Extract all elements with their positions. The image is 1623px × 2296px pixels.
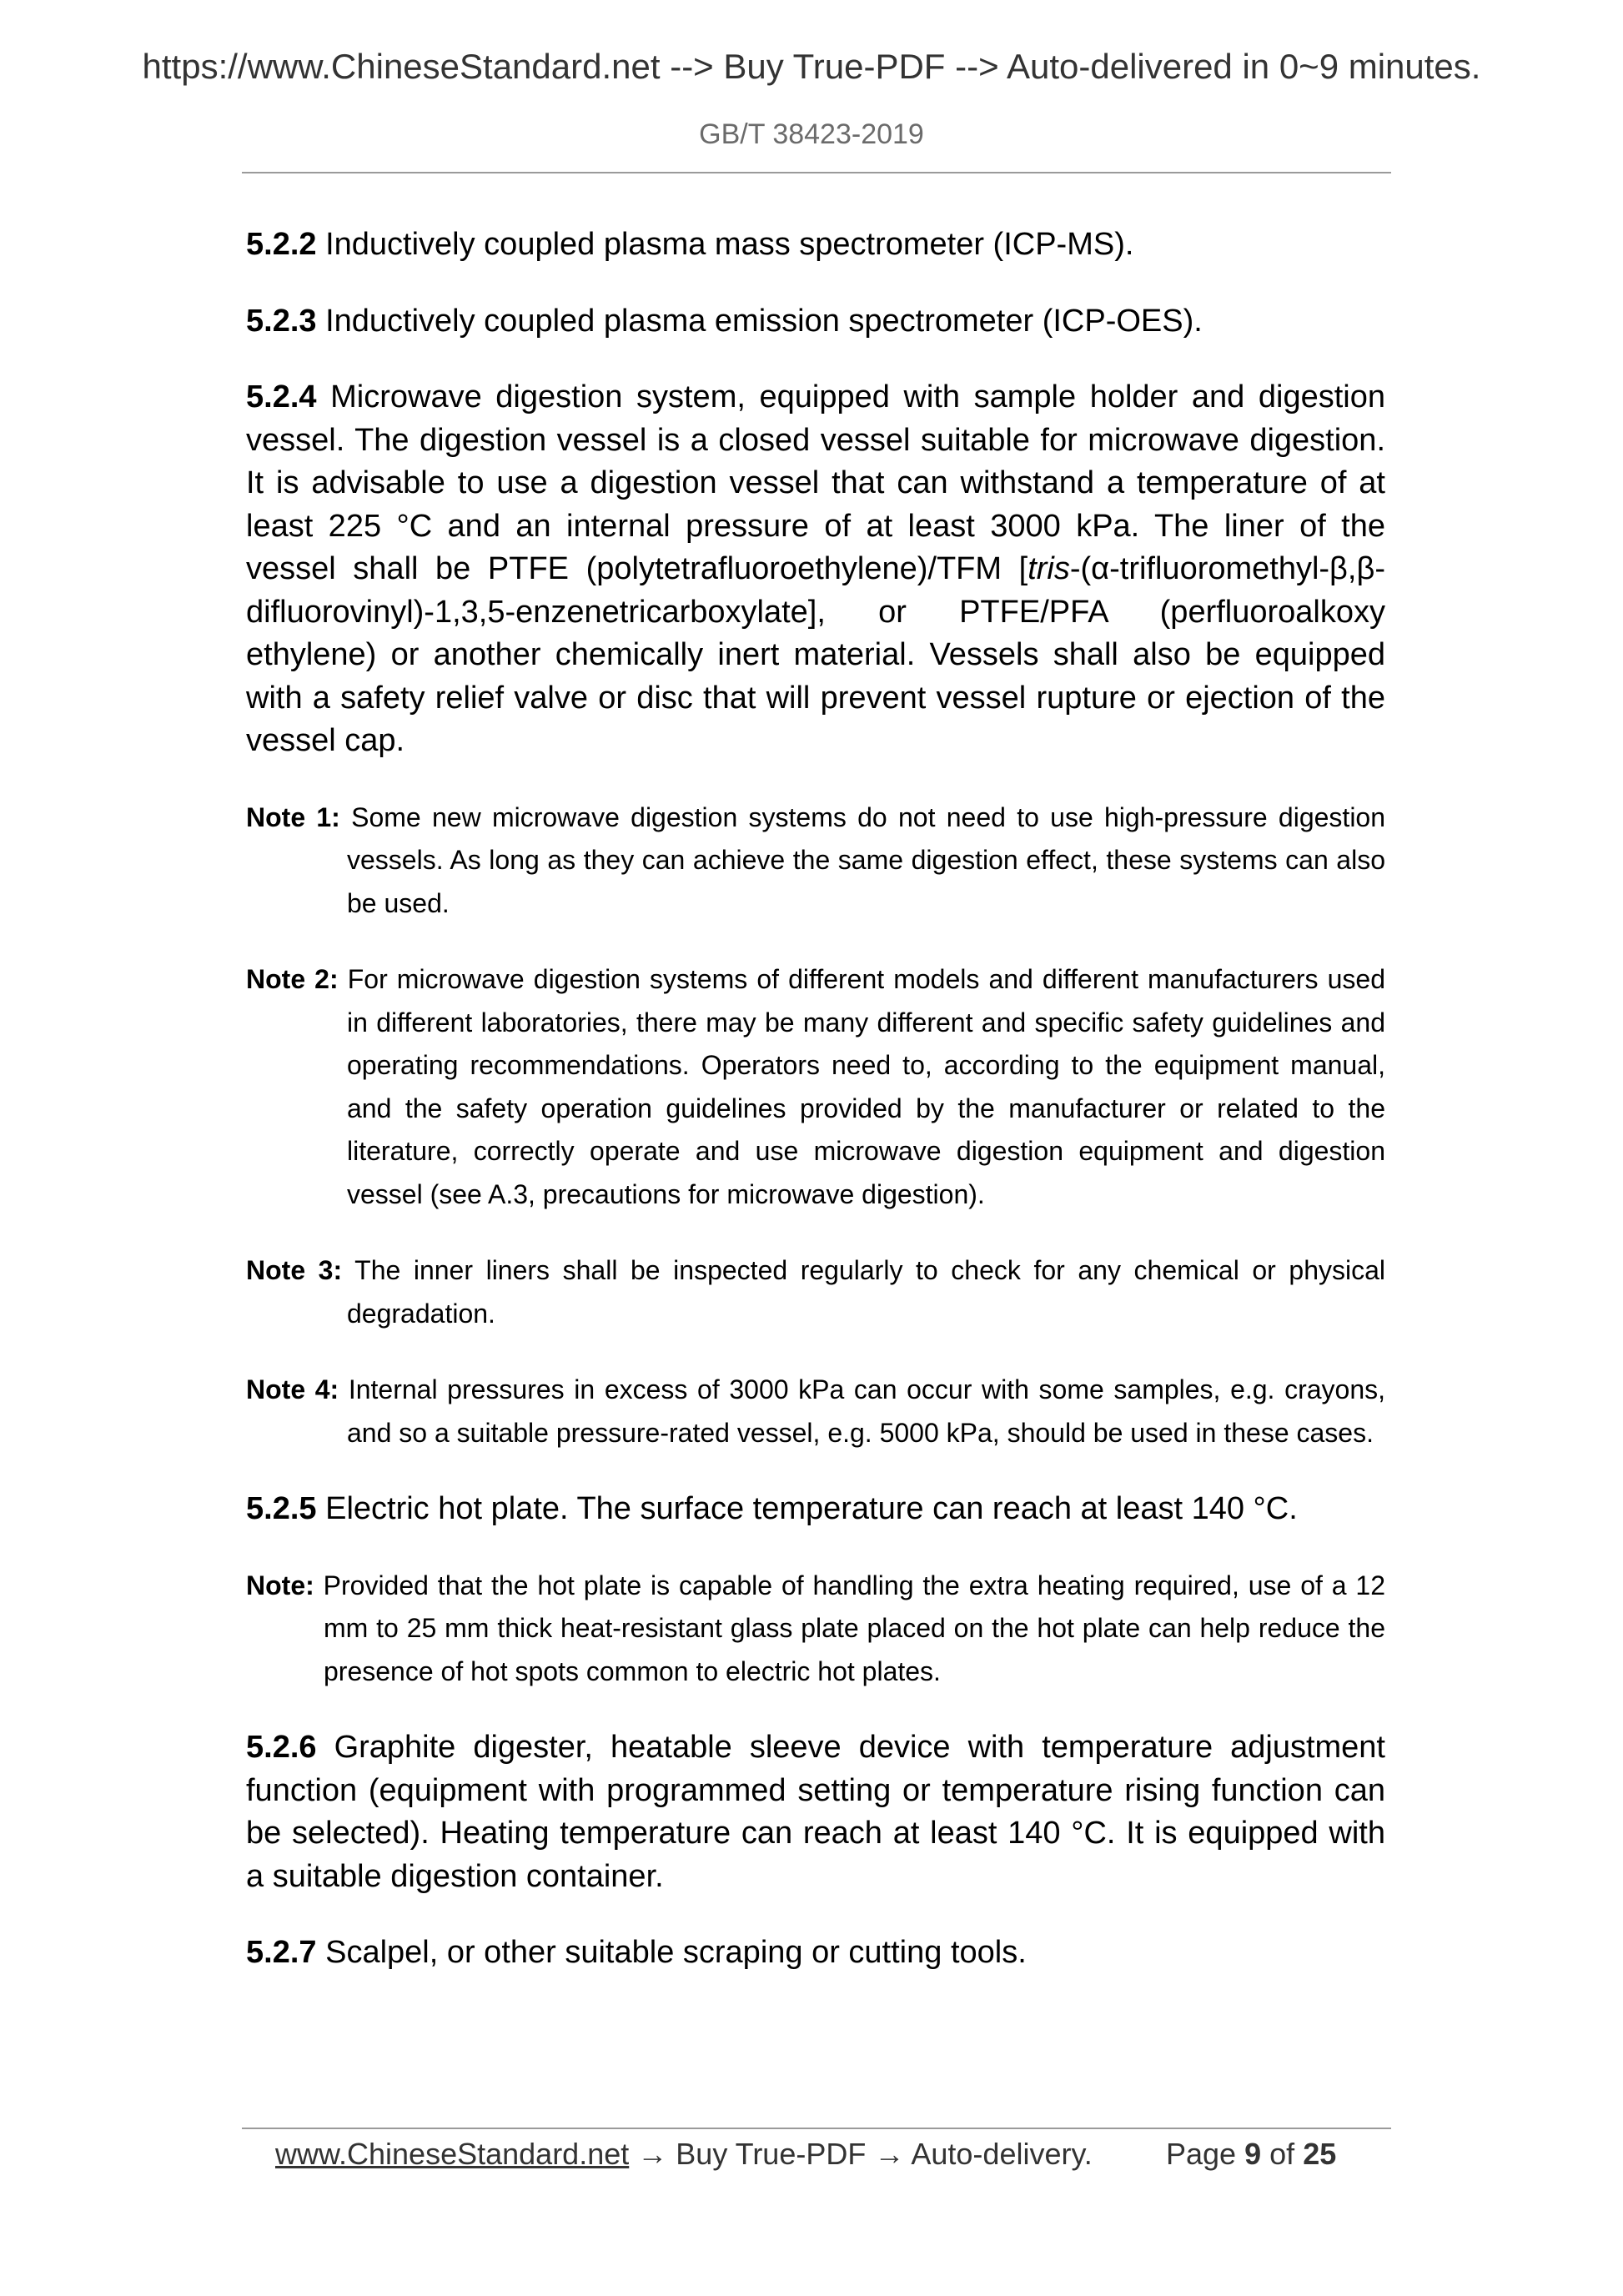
footer-divider: [242, 2128, 1391, 2129]
footer-buy-text: Buy True-PDF: [676, 2137, 867, 2171]
clause-number: 5.2.7: [246, 1935, 317, 1970]
page-label: Page: [1166, 2137, 1237, 2171]
total-pages: 25: [1303, 2137, 1337, 2171]
note-label: Note 1:: [246, 801, 340, 832]
arrow-icon: →: [637, 2137, 668, 2171]
clause-number: 5.2.2: [246, 227, 317, 262]
document-body: [246, 224, 1385, 2008]
note-4: [246, 1369, 1385, 1454]
header-divider: [242, 172, 1391, 173]
note-text: Some new microwave digestion systems do not need to use high-pressure digestion vessels. As long as they can achieve the same digestion effect, these systems can also be used.: [347, 801, 1386, 918]
clause-text: Scalpel, or other suitable scraping or cutting tools.: [325, 1935, 1027, 1970]
page-indicator: [1166, 2137, 1336, 2172]
page-of-label: of: [1269, 2137, 1295, 2171]
clause-5-2-7: [246, 1932, 1385, 1975]
clause-text: Graphite digester, heatable sleeve device with temperature adjustment function (equipment with programmed setting or temperature rising function can be selected). Heating temperature can reach at least 140 °C. It is equipped with a suitable digestion container.: [246, 1730, 1385, 1894]
page-number: 9: [1244, 2137, 1262, 2171]
clause-text: Microwave digestion system, equipped with sample holder and digestion vessel. The digestion vessel is a closed vessel suitable for microwave digestion. It is advisable to use a digestion vessel that can withstand a temperature of at least 225 °C and an internal pressure of at least 3000 kPa. The liner of the vessel shall be PTFE (polytetrafluoroethylene)/TFM [: [246, 379, 1386, 586]
note-2: [246, 958, 1385, 1216]
clause-text: Inductively coupled plasma mass spectrometer (ICP-MS).: [325, 227, 1134, 262]
clause-number: 5.2.3: [246, 303, 317, 339]
clause-number: 5.2.4: [246, 379, 317, 414]
note-text: The inner liners shall be inspected regularly to check for any chemical or physical degradation.: [347, 1255, 1386, 1329]
arrow-icon: →: [874, 2137, 905, 2171]
footer-delivery-text: Auto-delivery.: [911, 2137, 1093, 2171]
page-footer: [275, 2137, 1359, 2172]
clause-5-2-6: [246, 1726, 1385, 1898]
note-1: [246, 796, 1385, 926]
clause-text: Inductively coupled plasma emission spectrometer (ICP-OES).: [325, 303, 1203, 339]
note-3: [246, 1249, 1385, 1335]
note-label: Note 4:: [246, 1374, 339, 1404]
clause-5-2-2: [246, 224, 1385, 267]
note-label: Note 2:: [246, 964, 339, 994]
clause-text-italic: tris: [1028, 551, 1070, 586]
clause-number: 5.2.6: [246, 1730, 317, 1765]
note-label: Note:: [246, 1570, 314, 1600]
top-banner: https://www.ChineseStandard.net --> Buy True-PDF --> Auto-delivered in 0~9 minutes.: [142, 47, 1481, 86]
clause-5-2-4: [246, 376, 1385, 763]
site-link[interactable]: www.ChineseStandard.net: [275, 2137, 630, 2171]
clause-text-continued: -(α-trifluoromethyl-β,β-difluorovinyl)-1,3,5-enzenetricarboxylate], or PTFE/PFA (perfluoroalkoxy ethylene) or another chemically inert material. Vessels shall also be equipped with a safety relief valve or disc that will prevent vessel rupture or ejection of the vessel cap.: [246, 551, 1385, 758]
note-text: Internal pressures in excess of 3000 kPa can occur with some samples, e.g. crayons, and so a suitable pressure-rated vessel, e.g. 5000 kPa, should be used in these cases.: [347, 1374, 1386, 1448]
note-text: For microwave digestion systems of different models and different manufacturers used in different laboratories, there may be many different and specific safety guidelines and operating recommendations. Operators need to, according to the equipment manual, and the safety operation guidelines provided by the manufacturer or related to the literature, correctly operate and use microwave digestion equipment and digestion vessel (see A.3, precautions for microwave digestion).: [347, 964, 1386, 1209]
clause-text: Electric hot plate. The surface temperature can reach at least 140 °C.: [325, 1491, 1298, 1526]
note-label: Note 3:: [246, 1255, 343, 1285]
clause-5-2-3: [246, 300, 1385, 344]
note-hot-plate: [246, 1565, 1385, 1694]
clause-5-2-5: [246, 1488, 1385, 1531]
clause-number: 5.2.5: [246, 1491, 317, 1526]
note-text: Provided that the hot plate is capable of handling the extra heating required, use of a 12 mm to 25 mm thick heat-resistant glass plate placed on the hot plate can help reduce the presence of hot spots common to electric hot plates.: [323, 1570, 1386, 1686]
document-code: GB/T 38423-2019: [699, 118, 924, 150]
